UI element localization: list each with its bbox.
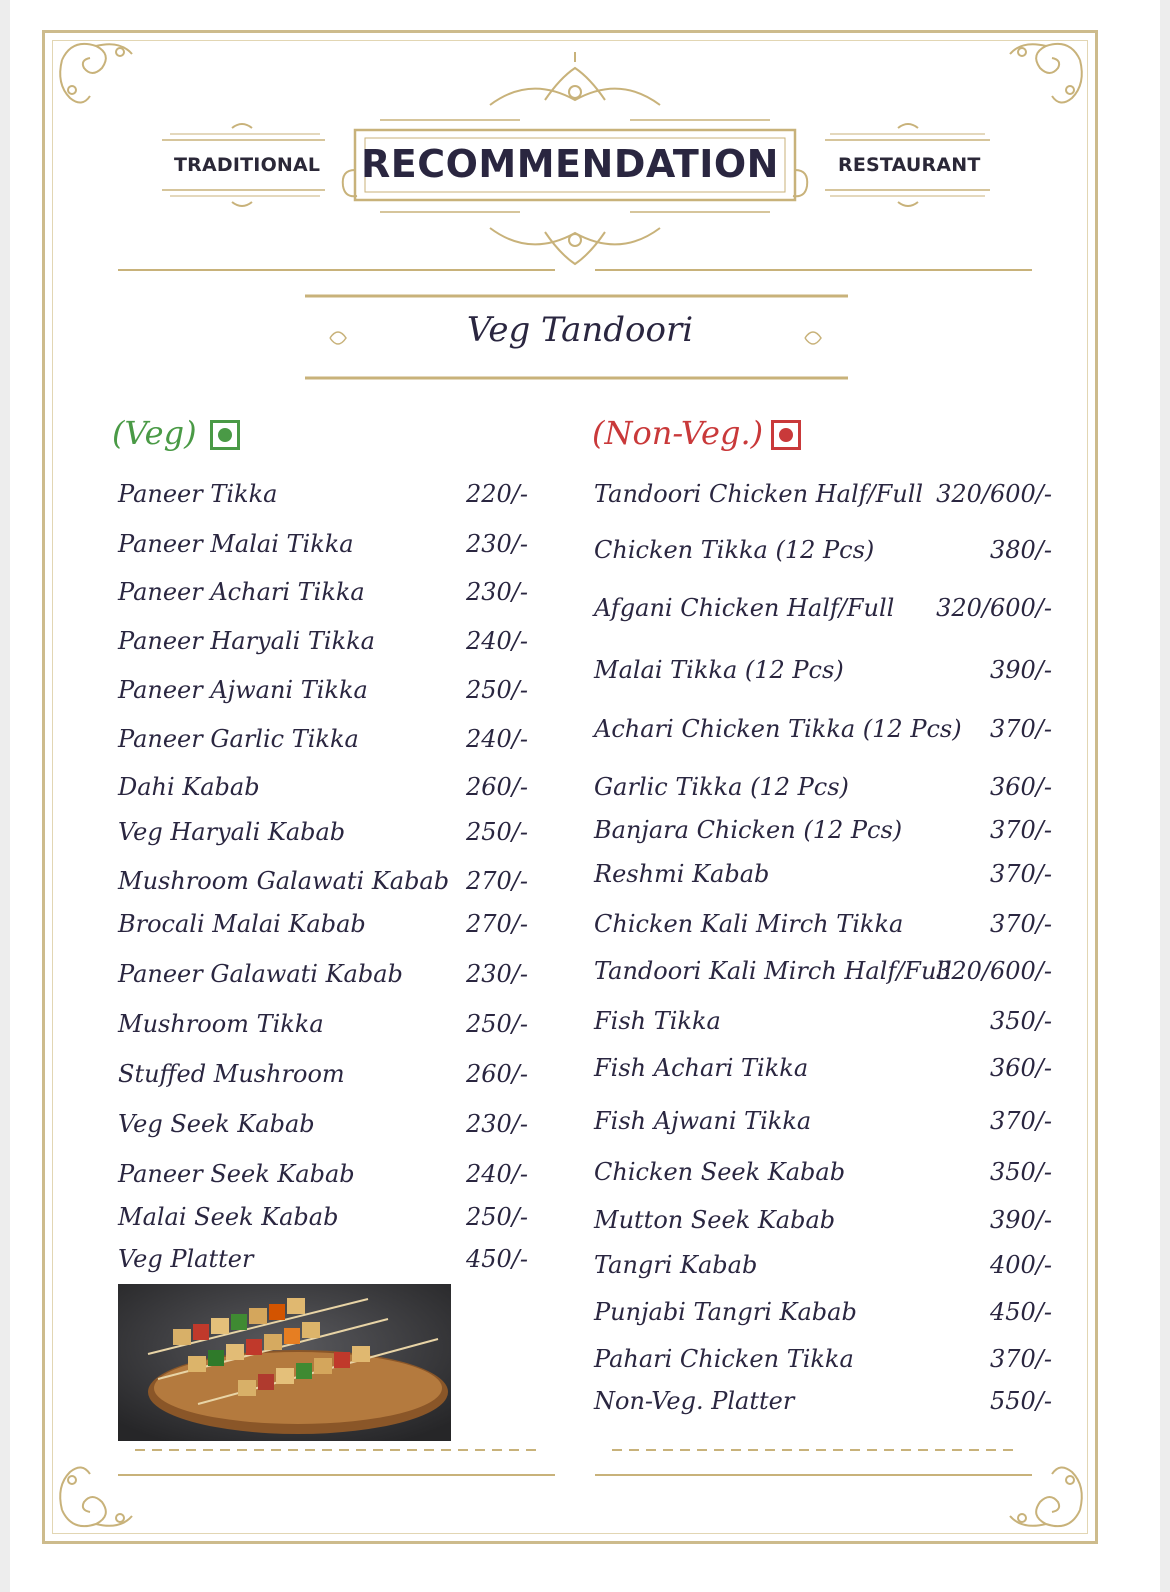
menu-item-name: Paneer Tikka (118, 480, 278, 508)
section-title: Veg Tandoori (466, 310, 694, 350)
restaurant-label: RESTAURANT (838, 154, 981, 176)
menu-item-price: 350/- (989, 1158, 1052, 1186)
menu-item-price: 370/- (989, 860, 1052, 888)
menu-item-name: Dahi Kabab (118, 773, 260, 801)
menu-item-price: 260/- (466, 1060, 529, 1088)
menu-item-name: Punjabi Tangri Kabab (594, 1298, 857, 1326)
menu-item-name: Paneer Achari Tikka (118, 578, 365, 606)
menu-item-price: 240/- (466, 725, 529, 753)
nonveg-symbol-icon (771, 420, 801, 450)
menu-item-price: 370/- (989, 1107, 1052, 1135)
menu-item-price: 220/- (466, 480, 529, 508)
menu-item-price: 370/- (989, 816, 1052, 844)
kebab-photo (118, 1284, 451, 1441)
menu-item-name: Malai Seek Kabab (118, 1203, 339, 1231)
menu-item-name: Tandoori Kali Mirch Half/Full (594, 957, 952, 985)
menu-item-price: 250/- (466, 1010, 529, 1038)
menu-item-price: 360/- (989, 1054, 1052, 1082)
veg-symbol-icon (210, 420, 240, 450)
menu-item-price: 450/- (989, 1298, 1052, 1326)
menu-item-price: 230/- (466, 530, 529, 558)
menu-item-name: Banjara Chicken (12 Pcs) (594, 816, 903, 844)
menu-item-name: Chicken Seek Kabab (594, 1158, 846, 1186)
menu-item-price: 230/- (466, 578, 529, 606)
menu-item-name: Non-Veg. Platter (594, 1387, 795, 1415)
menu-item-price: 250/- (466, 1203, 529, 1231)
menu-item-name: Fish Achari Tikka (594, 1054, 809, 1082)
menu-item-name: Reshmi Kabab (594, 860, 770, 888)
bottom-center-ornament (490, 228, 660, 264)
menu-item-name: Chicken Kali Mirch Tikka (594, 910, 904, 938)
menu-item-name: Mutton Seek Kabab (594, 1206, 836, 1234)
menu-item-price: 390/- (989, 1206, 1052, 1234)
menu-item-name: Fish Ajwani Tikka (594, 1107, 812, 1135)
nonveg-heading: (Non-Veg.) (592, 414, 764, 452)
page-title: RECOMMENDATION (361, 142, 779, 186)
menu-item-price: 370/- (989, 910, 1052, 938)
menu-item-price: 360/- (989, 773, 1052, 801)
corner-ornament-bottom-left (60, 1467, 132, 1526)
menu-item-price: 400/- (989, 1251, 1052, 1279)
menu-item-name: Stuffed Mushroom (118, 1060, 345, 1088)
menu-item-name: Veg Seek Kabab (118, 1110, 315, 1138)
menu-item-price: 320/600/- (936, 594, 1052, 622)
menu-item-price: 270/- (466, 910, 529, 938)
menu-item-name: Paneer Malai Tikka (118, 530, 354, 558)
menu-item-price: 350/- (989, 1007, 1052, 1035)
menu-item-price: 390/- (989, 656, 1052, 684)
menu-item-name: Pahari Chicken Tikka (594, 1345, 854, 1373)
corner-ornament-top-left (60, 44, 132, 103)
menu-item-name: Paneer Seek Kabab (118, 1160, 355, 1188)
menu-item-price: 250/- (466, 676, 529, 704)
menu-item-name: Brocali Malai Kabab (118, 910, 366, 938)
corner-ornament-bottom-right (1010, 1467, 1082, 1526)
menu-item-price: 250/- (466, 818, 529, 846)
menu-item-name: Malai Tikka (12 Pcs) (594, 656, 844, 684)
menu-item-price: 240/- (466, 1160, 529, 1188)
top-center-ornament (490, 52, 660, 105)
menu-item-name: Paneer Ajwani Tikka (118, 676, 368, 704)
menu-item-price: 270/- (466, 867, 529, 895)
menu-item-price: 320/600/- (936, 480, 1052, 508)
menu-item-name: Paneer Haryali Tikka (118, 627, 375, 655)
menu-item-name: Afgani Chicken Half/Full (594, 594, 895, 622)
menu-item-price: 320/600/- (936, 957, 1052, 985)
corner-ornament-top-right (1010, 44, 1082, 103)
traditional-label: TRADITIONAL (174, 154, 321, 176)
menu-item-price: 370/- (989, 715, 1052, 743)
menu-item-name: Paneer Galawati Kabab (118, 960, 403, 988)
menu-item-name: Veg Haryali Kabab (118, 818, 346, 846)
menu-item-name: Tandoori Chicken Half/Full (594, 480, 924, 508)
menu-item-name: Garlic Tikka (12 Pcs) (594, 773, 849, 801)
menu-item-price: 550/- (989, 1387, 1052, 1415)
menu-item-name: Achari Chicken Tikka (12 Pcs) (594, 715, 962, 743)
menu-item-name: Paneer Garlic Tikka (118, 725, 359, 753)
menu-item-name: Chicken Tikka (12 Pcs) (594, 536, 875, 564)
menu-item-name: Tangri Kabab (594, 1251, 758, 1279)
menu-item-price: 230/- (466, 1110, 529, 1138)
menu-item-price: 260/- (466, 773, 529, 801)
menu-item-name: Veg Platter (118, 1245, 254, 1273)
menu-item-name: Mushroom Tikka (118, 1010, 324, 1038)
menu-item-price: 240/- (466, 627, 529, 655)
veg-heading: (Veg) (112, 414, 197, 452)
menu-item-price: 230/- (466, 960, 529, 988)
menu-item-price: 450/- (466, 1245, 529, 1273)
menu-item-price: 370/- (989, 1345, 1052, 1373)
menu-item-price: 380/- (989, 536, 1052, 564)
menu-item-name: Fish Tikka (594, 1007, 721, 1035)
menu-item-name: Mushroom Galawati Kabab (118, 867, 450, 895)
